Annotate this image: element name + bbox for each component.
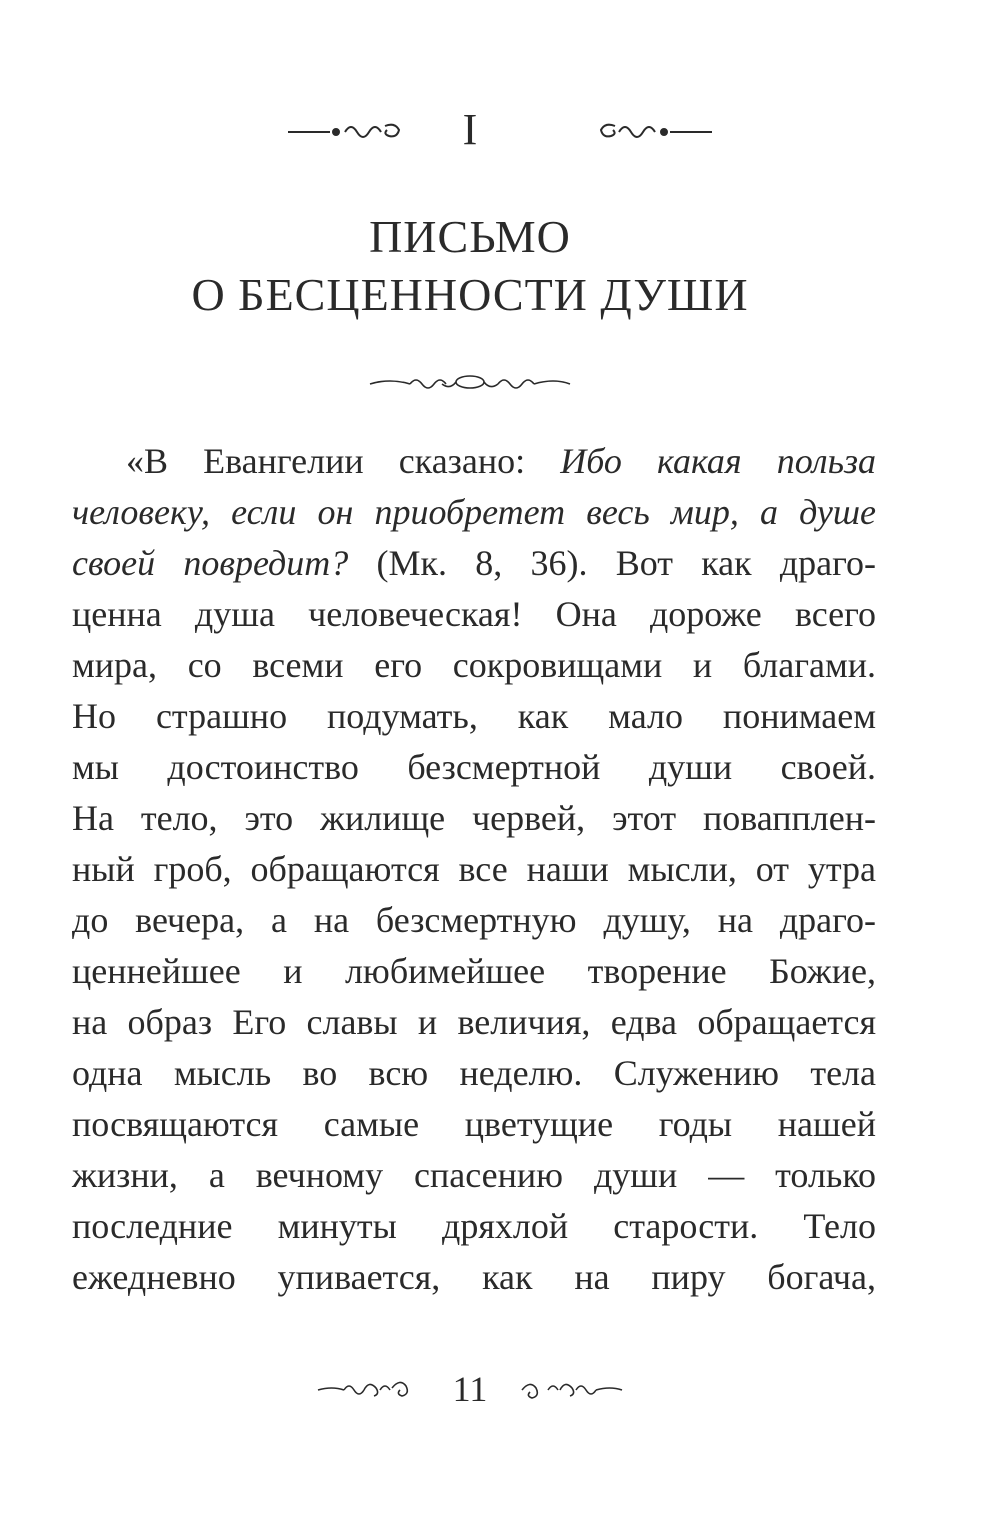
chapter-number: I [462, 105, 478, 154]
text-line: до вечера, а на безсмертную душу, на драго- [72, 900, 876, 940]
text-line [72, 487, 876, 538]
text-line [72, 538, 876, 589]
text-line: на образ Его славы и величия, едва обращается [72, 1002, 876, 1042]
italic-quote: своей повредит? [72, 543, 349, 583]
text-line: ный гроб, обращаются все наши мысли, от утра [72, 849, 876, 889]
chapter-title-line-2: О БЕСЦЕННОСТИ ДУШИ [191, 269, 749, 320]
page-number: 11 [452, 1369, 488, 1409]
text-line: ценна душа человеческая! Она дороже всего [72, 594, 876, 634]
chapter-title-line-1: ПИСЬМО [369, 211, 571, 262]
italic-quote: человеку, если он приобретет весь мир, а душе [72, 492, 876, 532]
text-line: Но страшно подумать, как мало понимаем [72, 696, 876, 736]
text-line: ежедневно упивается, как на пиру богача, [72, 1257, 876, 1297]
text-line: одна мысль во всю неделю. Служению тела [72, 1053, 876, 1093]
chapter-title [0, 208, 940, 324]
text-line [72, 436, 876, 487]
text-segment: «В Евангелии сказано: [126, 441, 561, 481]
text-line: мира, со всеми его сокровищами и благами. [72, 645, 876, 685]
text-segment: (Мк. 8, 36). Вот как драго- [348, 543, 876, 583]
text-line: ценнейшее и любимейшее творение Божие, [72, 951, 876, 991]
text-line: последние минуты дряхлой старости. Тело [72, 1206, 876, 1246]
title-divider-ornament [0, 364, 1000, 400]
italic-quote: Ибо какая польза [560, 441, 877, 481]
body-text [72, 436, 876, 1303]
text-line: мы достоинство безсмертной души своей. [72, 747, 876, 787]
footer-ornament [0, 1366, 1000, 1410]
text-line: жизни, а вечному спасению души — только [72, 1155, 876, 1195]
text-line: посвящаются самые цветущие годы нашей [72, 1104, 876, 1144]
text-line: На тело, это жилище червей, этот повапплен- [72, 798, 876, 838]
chapter-ornament [0, 100, 1000, 160]
